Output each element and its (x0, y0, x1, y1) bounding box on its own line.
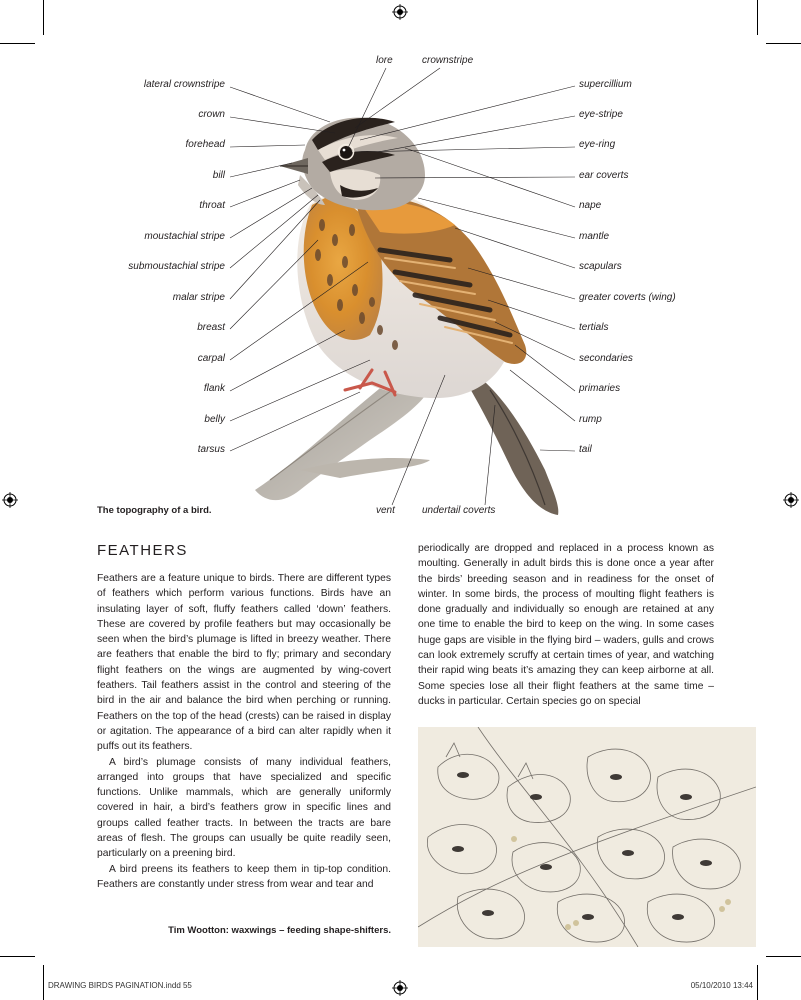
label-scapulars: scapulars (579, 261, 622, 272)
label-throat: throat (199, 200, 225, 211)
crop-mark (0, 956, 35, 957)
label-lateral-crownstripe: lateral crownstripe (143, 79, 225, 90)
label-lore: lore (376, 55, 393, 66)
label-tertials: tertials (579, 322, 609, 333)
label-moustachial-stripe: moustachial stripe (144, 231, 225, 242)
label-primaries: primaries (579, 383, 621, 394)
section-heading: FEATHERS (97, 542, 188, 559)
label-crownstripe: crownstripe (422, 55, 474, 66)
label-malar-stripe: malar stripe (172, 292, 225, 303)
label-bill: bill (212, 170, 225, 181)
label-greater-coverts: greater coverts (wing) (579, 292, 676, 303)
label-rump: rump (579, 414, 602, 425)
slug-timestamp: 05/10/2010 13:44 (690, 981, 753, 990)
label-mantle: mantle (579, 231, 610, 242)
label-nape: nape (579, 200, 602, 211)
figure-caption: The topography of a bird. (97, 505, 212, 516)
slug-filename: DRAWING BIRDS PAGINATION.indd 55 (48, 981, 192, 990)
crop-mark (43, 965, 44, 1000)
label-tarsus: tarsus (197, 444, 225, 455)
text-column-left (97, 571, 391, 892)
label-ear-coverts: ear coverts (579, 170, 629, 181)
crop-mark (757, 965, 758, 1000)
label-submoustachial-stripe: submoustachial stripe (128, 261, 225, 272)
label-belly: belly (204, 414, 225, 425)
paragraph: A bird preens its feathers to keep them in tip-top condition. Feathers are constantly under stress from wear and tear and (97, 863, 391, 890)
label-breast: breast (197, 322, 225, 333)
label-vent: vent (376, 505, 395, 516)
label-supercillium: supercillium (579, 79, 632, 90)
label-undertail-coverts: undertail coverts (422, 505, 496, 516)
label-carpal: carpal (197, 353, 225, 364)
sketch-caption: Tim Wootton: waxwings – feeding shape-shifters. (168, 925, 391, 936)
label-crown: crown (198, 109, 225, 120)
registration-mark-icon (392, 980, 408, 996)
label-tail: tail (579, 444, 592, 455)
paragraph: Feathers are a feature unique to birds. There are different types of feathers which perform various functions. Birds have an insulating layer of soft, fluffy feathers called ‘down’ feathers. These are covered by profile feathers but may occasionally be seen when the bird’s plumage is lifted in breezy weather. There are feathers that enable the bird to fly; primary and secondary flight feathers on the wings are augmented by wing-covert feathers. Tail feathers assist in the control and steering of the bird in the air and balance the bird when perching or running. Feathers on the top of the head (crests) can be raised in display or agitation. The appearance of a bird can alter rapidly when it puffs out its feathers. (97, 573, 391, 753)
label-secondaries: secondaries (579, 353, 633, 364)
text-column-right (418, 541, 714, 709)
crop-mark (766, 956, 801, 957)
label-eye-stripe: eye-stripe (579, 109, 623, 120)
paragraph: A bird’s plumage consists of many individual feathers, arranged into groups that have specialized and specific functions. Unlike mammals, which are generally uniformly covered in hair, a bird’s feathers grow in specific lines and groups called feather tracts. In between the tracts are bare areas of flesh. The groups can usually be quite readily seen, particularly on a preening bird. (97, 756, 391, 860)
label-forehead: forehead (185, 139, 225, 150)
label-flank: flank (203, 383, 225, 394)
waxwing-sketch-image (418, 727, 756, 947)
paragraph: periodically are dropped and replaced in a process known as moulting. Generally in adult birds this is done once a year after the birds’ breeding season and in readiness for the onset of winter. In some birds, the process of moulting flight feathers is done gradually and individually so enough are retained at any one time to enable the bird to keep on the wing. In some cases huge gaps are visible in the flying bird – waders, gulls and crows can look extremely scruffy at certain times of year, and watching their rapid wing beats it’s amazing they can keep airborne at all. Some species lose all their flight feathers at the same time – ducks in particular. Certain species go on special (418, 543, 714, 707)
waxwing-sketch-drawing (418, 727, 756, 947)
label-eye-ring: eye-ring (579, 139, 616, 150)
